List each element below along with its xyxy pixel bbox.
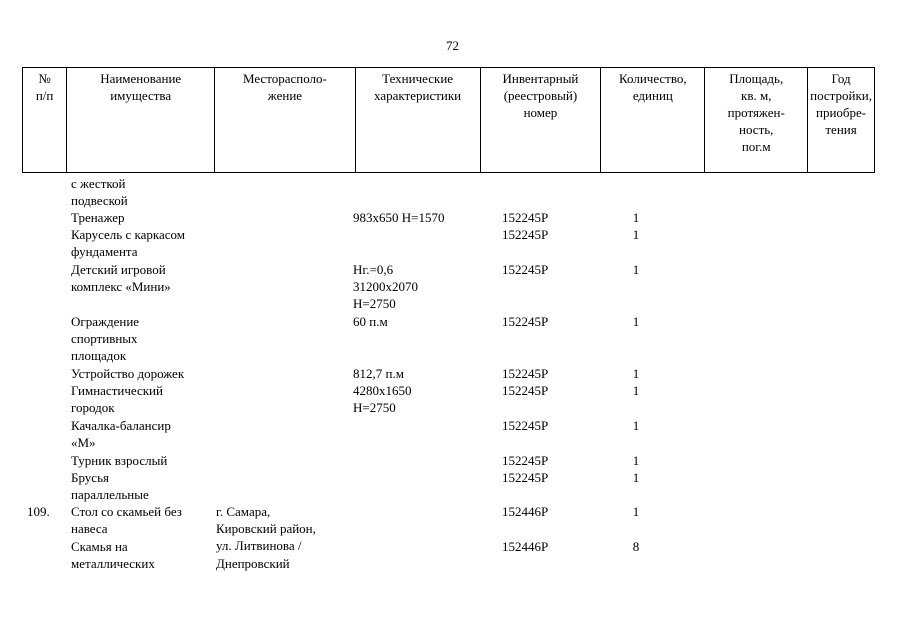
table-row-name: Стол со скамьей без навеса bbox=[71, 504, 182, 537]
header-year: Год постройки, приобре- тения bbox=[808, 68, 875, 173]
header-num: № п/п bbox=[23, 68, 67, 173]
header-quantity: Количество, единиц bbox=[601, 68, 705, 173]
page-number: 72 bbox=[446, 38, 459, 53]
table-row-inventory: 152245Р bbox=[502, 227, 549, 242]
header-name: Наименование имущества bbox=[67, 68, 215, 173]
table-row-inventory: 152446Р bbox=[502, 504, 549, 519]
table-row-name: с жесткой подвеской bbox=[71, 176, 128, 209]
table-row-quantity: 1 bbox=[632, 453, 640, 468]
table-row-name: Турник взрослый bbox=[71, 453, 168, 468]
table-row-tech: 4280х1650 Н=2750 bbox=[353, 383, 412, 416]
header-tech: Технические характеристики bbox=[355, 68, 480, 173]
table-row-location: г. Самара, Кировский район, ул. Литвинова / Днепровский bbox=[216, 504, 316, 571]
table-row-name: Детский игровой комплекс «Мини» bbox=[71, 262, 171, 295]
table-row-name: Качалка-балансир «М» bbox=[71, 418, 171, 451]
table-row-quantity: 1 bbox=[632, 210, 640, 225]
table-row-inventory: 152245Р bbox=[502, 210, 549, 225]
table-row-quantity: 1 bbox=[632, 314, 640, 329]
table-row-name: Брусья параллельные bbox=[71, 470, 149, 503]
table-row-number: 109. bbox=[27, 504, 50, 519]
table-row-name: Скамья на металлических bbox=[71, 539, 155, 572]
table-row-name: Карусель с каркасом фундамента bbox=[71, 227, 186, 260]
table-row-name: Ограждение спортивных площадок bbox=[71, 314, 140, 364]
table-row-quantity: 8 bbox=[632, 539, 640, 554]
table-row-name: Тренажер bbox=[71, 210, 125, 225]
table-row-tech: 983х650 Н=1570 bbox=[353, 210, 445, 225]
header-inventory: Инвентарный (реестровый) номер bbox=[480, 68, 601, 173]
table-row-inventory: 152245Р bbox=[502, 453, 549, 468]
table-row-inventory: 152245Р bbox=[502, 418, 549, 433]
table-row-inventory: 152446Р bbox=[502, 539, 549, 554]
table-row-quantity: 1 bbox=[632, 366, 640, 381]
table-header bbox=[22, 67, 875, 173]
table-row-quantity: 1 bbox=[632, 504, 640, 519]
table-row-quantity: 1 bbox=[632, 470, 640, 485]
table-row-quantity: 1 bbox=[632, 418, 640, 433]
table-row-inventory: 152245Р bbox=[502, 470, 549, 485]
header-area: Площадь, кв. м, протяжен- ность, пог.м bbox=[705, 68, 808, 173]
table-row-tech: 812,7 п.м bbox=[353, 366, 404, 381]
table-row-name: Устройство дорожек bbox=[71, 366, 185, 381]
table-row-quantity: 1 bbox=[632, 227, 640, 242]
table-row-quantity: 1 bbox=[632, 262, 640, 277]
table-row-inventory: 152245Р bbox=[502, 366, 549, 381]
table-row-inventory: 152245Р bbox=[502, 383, 549, 398]
table-row-tech: 60 п.м bbox=[353, 314, 388, 329]
table-row-tech: Нг.=0,6 31200х2070 Н=2750 bbox=[353, 262, 418, 312]
table-row-quantity: 1 bbox=[632, 383, 640, 398]
header-location: Месторасполо- жение bbox=[215, 68, 355, 173]
table-row-inventory: 152245Р bbox=[502, 314, 549, 329]
table-row-inventory: 152245Р bbox=[502, 262, 549, 277]
table-row-name: Гимнастический городок bbox=[71, 383, 163, 416]
